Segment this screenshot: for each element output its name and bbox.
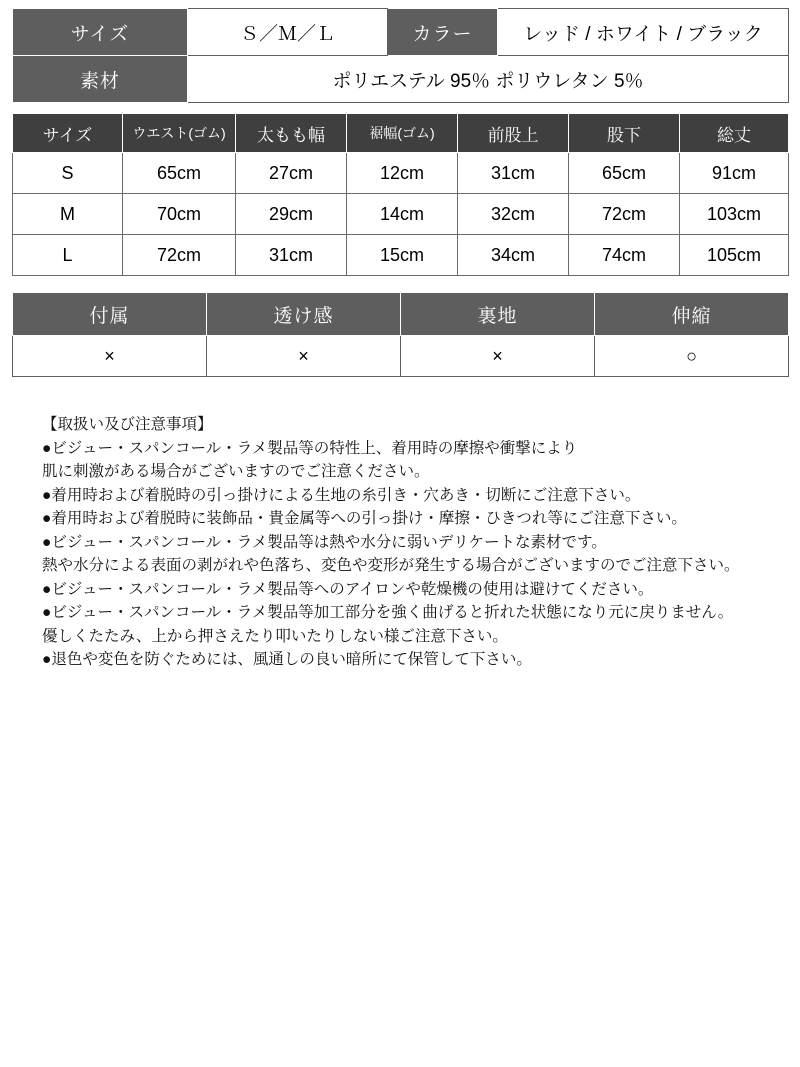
size-cell: 14cm — [347, 194, 458, 235]
size-cell: M — [13, 194, 123, 235]
size-cell: 91cm — [680, 153, 789, 194]
size-cell: 15cm — [347, 235, 458, 276]
notes-line: ●着用時および着脱時の引っ掛けによる生地の糸引き・穴あき・切断にご注意下さい。 — [42, 486, 641, 504]
size-cell: 65cm — [123, 153, 236, 194]
attr-header-lining: 裏地 — [401, 293, 595, 336]
table-row — [13, 336, 789, 377]
table-row — [13, 194, 789, 235]
size-cell: L — [13, 235, 123, 276]
notes-line: ●ビジュー・スパンコール・ラメ製品等の特性上、着用時の摩擦や衝撃により — [42, 439, 578, 457]
spec-value-color: レッド / ホワイト / ブラック — [498, 9, 789, 56]
size-cell: S — [13, 153, 123, 194]
attr-value-accessory: × — [13, 336, 207, 377]
table-row — [13, 235, 789, 276]
size-col-header-6: 総丈 — [680, 114, 789, 153]
spec-table — [12, 8, 789, 103]
size-cell: 70cm — [123, 194, 236, 235]
spec-label-material: 素材 — [13, 56, 188, 103]
spec-label-size: サイズ — [13, 9, 188, 56]
attr-value-lining: × — [401, 336, 595, 377]
size-cell: 32cm — [458, 194, 569, 235]
attr-value-stretch: ○ — [595, 336, 789, 377]
notes-line: ●着用時および着脱時に装飾品・貴金属等への引っ掛け・摩擦・ひきつれ等にご注意下さい。 — [42, 510, 687, 528]
size-cell: 27cm — [236, 153, 347, 194]
attr-header-sheerness: 透け感 — [207, 293, 401, 336]
size-cell: 65cm — [569, 153, 680, 194]
size-cell: 72cm — [123, 235, 236, 276]
attr-header-stretch: 伸縮 — [595, 293, 789, 336]
notes-line: 優しくたたみ、上から押さえたり叩いたりしない様ご注意下さい。 — [42, 627, 508, 645]
spec-value-size: Ｓ／Ｍ／Ｌ — [188, 9, 388, 56]
notes-line: 肌に刺激がある場合がございますのでご注意ください。 — [42, 463, 430, 481]
size-cell: 105cm — [680, 235, 789, 276]
table-header-row — [13, 114, 789, 153]
size-cell: 103cm — [680, 194, 789, 235]
size-cell: 72cm — [569, 194, 680, 235]
size-cell: 74cm — [569, 235, 680, 276]
attr-value-sheerness: × — [207, 336, 401, 377]
size-col-header-1: ウエスト(ゴム) — [123, 114, 236, 153]
size-col-header-4: 前股上 — [458, 114, 569, 153]
notes-line: ●ビジュー・スパンコール・ラメ製品等加工部分を強く曲げると折れた状態になり元に戻りません。 — [42, 604, 734, 622]
size-col-header-2: 太もも幅 — [236, 114, 347, 153]
care-notes — [42, 413, 788, 672]
size-cell: 31cm — [236, 235, 347, 276]
notes-line: ●退色や変色を防ぐためには、風通しの良い暗所にて保管して下さい。 — [42, 651, 532, 669]
table-row — [13, 153, 789, 194]
size-measurement-table — [12, 113, 789, 276]
size-cell: 29cm — [236, 194, 347, 235]
table-row — [13, 56, 789, 103]
spec-value-material: ポリエステル 95％ ポリウレタン 5％ — [188, 56, 789, 103]
size-col-header-3: 裾幅(ゴム) — [347, 114, 458, 153]
notes-line: 熱や水分による表面の剥がれや色落ち、変色や変形が発生する場合がございますのでご注意下さい。 — [42, 557, 740, 575]
spec-label-color: カラー — [388, 9, 498, 56]
size-cell: 31cm — [458, 153, 569, 194]
notes-line: ●ビジュー・スパンコール・ラメ製品等へのアイロンや乾燥機の使用は避けてください。 — [42, 580, 654, 598]
attribute-table — [12, 292, 789, 377]
table-row — [13, 9, 789, 56]
size-col-header-5: 股下 — [569, 114, 680, 153]
notes-line: ●ビジュー・スパンコール・ラメ製品等は熱や水分に弱いデリケートな素材です。 — [42, 533, 607, 551]
table-header-row — [13, 293, 789, 336]
size-cell: 12cm — [347, 153, 458, 194]
notes-title: 【取扱い及び注意事項】 — [42, 416, 213, 433]
attr-header-accessory: 付属 — [13, 293, 207, 336]
size-col-header-0: サイズ — [13, 114, 123, 153]
size-cell: 34cm — [458, 235, 569, 276]
